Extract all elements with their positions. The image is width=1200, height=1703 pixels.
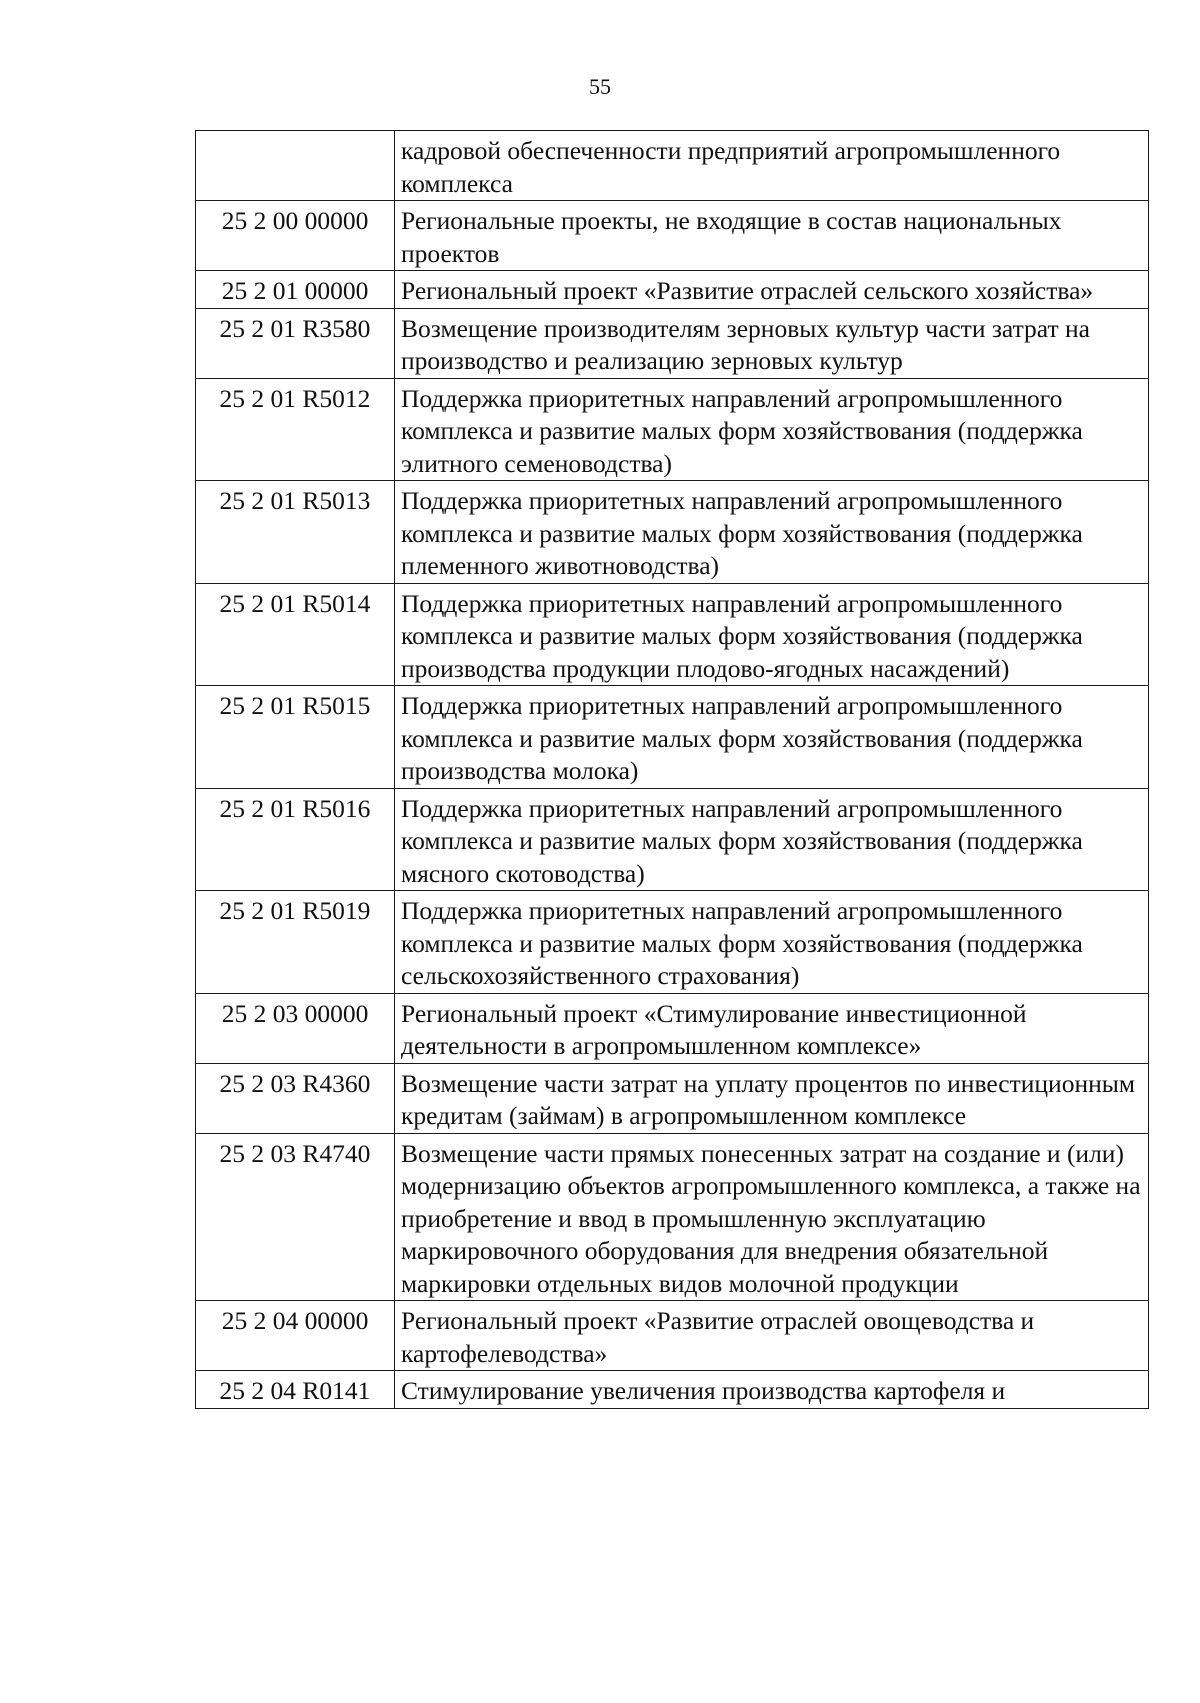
description-cell: Поддержка приоритетных направлений агропромышленного комплекса и развитие малых форм хозяйствования (поддержка сельскохозяйственного страхования): [395, 891, 1149, 994]
code-cell: 25 2 03 R4360: [196, 1063, 395, 1133]
table-row: [196, 378, 1149, 481]
code-cell: 25 2 04 R0141: [196, 1371, 395, 1409]
description-cell: кадровой обеспеченности предприятий агропромышленного комплекса: [395, 131, 1149, 201]
description-cell: Возмещение производителям зерновых культур части затрат на производство и реализацию зерновых культур: [395, 308, 1149, 378]
code-cell: 25 2 01 R5016: [196, 788, 395, 891]
code-cell: 25 2 04 00000: [196, 1301, 395, 1371]
budget-classification-table: [195, 130, 1149, 1409]
code-cell: 25 2 01 R5014: [196, 583, 395, 686]
table-row: [196, 788, 1149, 891]
description-cell: Стимулирование увеличения производства картофеля и: [395, 1371, 1149, 1409]
description-cell: Поддержка приоритетных направлений агропромышленного комплекса и развитие малых форм хозяйствования (поддержка племенного животноводства): [395, 481, 1149, 584]
code-cell: 25 2 03 00000: [196, 993, 395, 1063]
table-row: [196, 993, 1149, 1063]
table-row: [196, 583, 1149, 686]
page-number: 55: [589, 74, 611, 99]
table-row: [196, 271, 1149, 309]
code-cell: 25 2 03 R4740: [196, 1133, 395, 1301]
table-row: [196, 131, 1149, 201]
code-cell: 25 2 01 R5012: [196, 378, 395, 481]
table-row: [196, 686, 1149, 789]
description-cell: Возмещение части затрат на уплату процентов по инвестиционным кредитам (займам) в агропромышленном комплексе: [395, 1063, 1149, 1133]
code-cell: 25 2 01 00000: [196, 271, 395, 309]
code-cell: 25 2 01 R5015: [196, 686, 395, 789]
description-cell: Поддержка приоритетных направлений агропромышленного комплекса и развитие малых форм хозяйствования (поддержка производства молока): [395, 686, 1149, 789]
code-cell: 25 2 00 00000: [196, 201, 395, 271]
table-row: [196, 481, 1149, 584]
code-cell: [196, 131, 395, 201]
code-cell: 25 2 01 R3580: [196, 308, 395, 378]
description-cell: Возмещение части прямых понесенных затрат на создание и (или) модернизацию объектов агропромышленного комплекса, а также на приобретение и ввод в промышленную эксплуатацию маркировочного оборудования для внедрения обязательной маркировки отдельных видов молочной продукции: [395, 1133, 1149, 1301]
table-row: [196, 1063, 1149, 1133]
description-cell: Региональный проект «Развитие отраслей овощеводства и картофелеводства»: [395, 1301, 1149, 1371]
table-row: [196, 891, 1149, 994]
description-cell: Поддержка приоритетных направлений агропромышленного комплекса и развитие малых форм хозяйствования (поддержка элитного семеноводства): [395, 378, 1149, 481]
table-row: [196, 1301, 1149, 1371]
description-cell: Поддержка приоритетных направлений агропромышленного комплекса и развитие малых форм хозяйствования (поддержка производства продукции плодово-ягодных насаждений): [395, 583, 1149, 686]
description-cell: Региональный проект «Развитие отраслей сельского хозяйства»: [395, 271, 1149, 309]
description-cell: Региональные проекты, не входящие в состав национальных проектов: [395, 201, 1149, 271]
description-cell: Региональный проект «Стимулирование инвестиционной деятельности в агропромышленном комплексе»: [395, 993, 1149, 1063]
table-row: [196, 201, 1149, 271]
description-cell: Поддержка приоритетных направлений агропромышленного комплекса и развитие малых форм хозяйствования (поддержка мясного скотоводства): [395, 788, 1149, 891]
table-row: [196, 308, 1149, 378]
table-row: [196, 1133, 1149, 1301]
code-cell: 25 2 01 R5013: [196, 481, 395, 584]
table-row: [196, 1371, 1149, 1409]
code-cell: 25 2 01 R5019: [196, 891, 395, 994]
